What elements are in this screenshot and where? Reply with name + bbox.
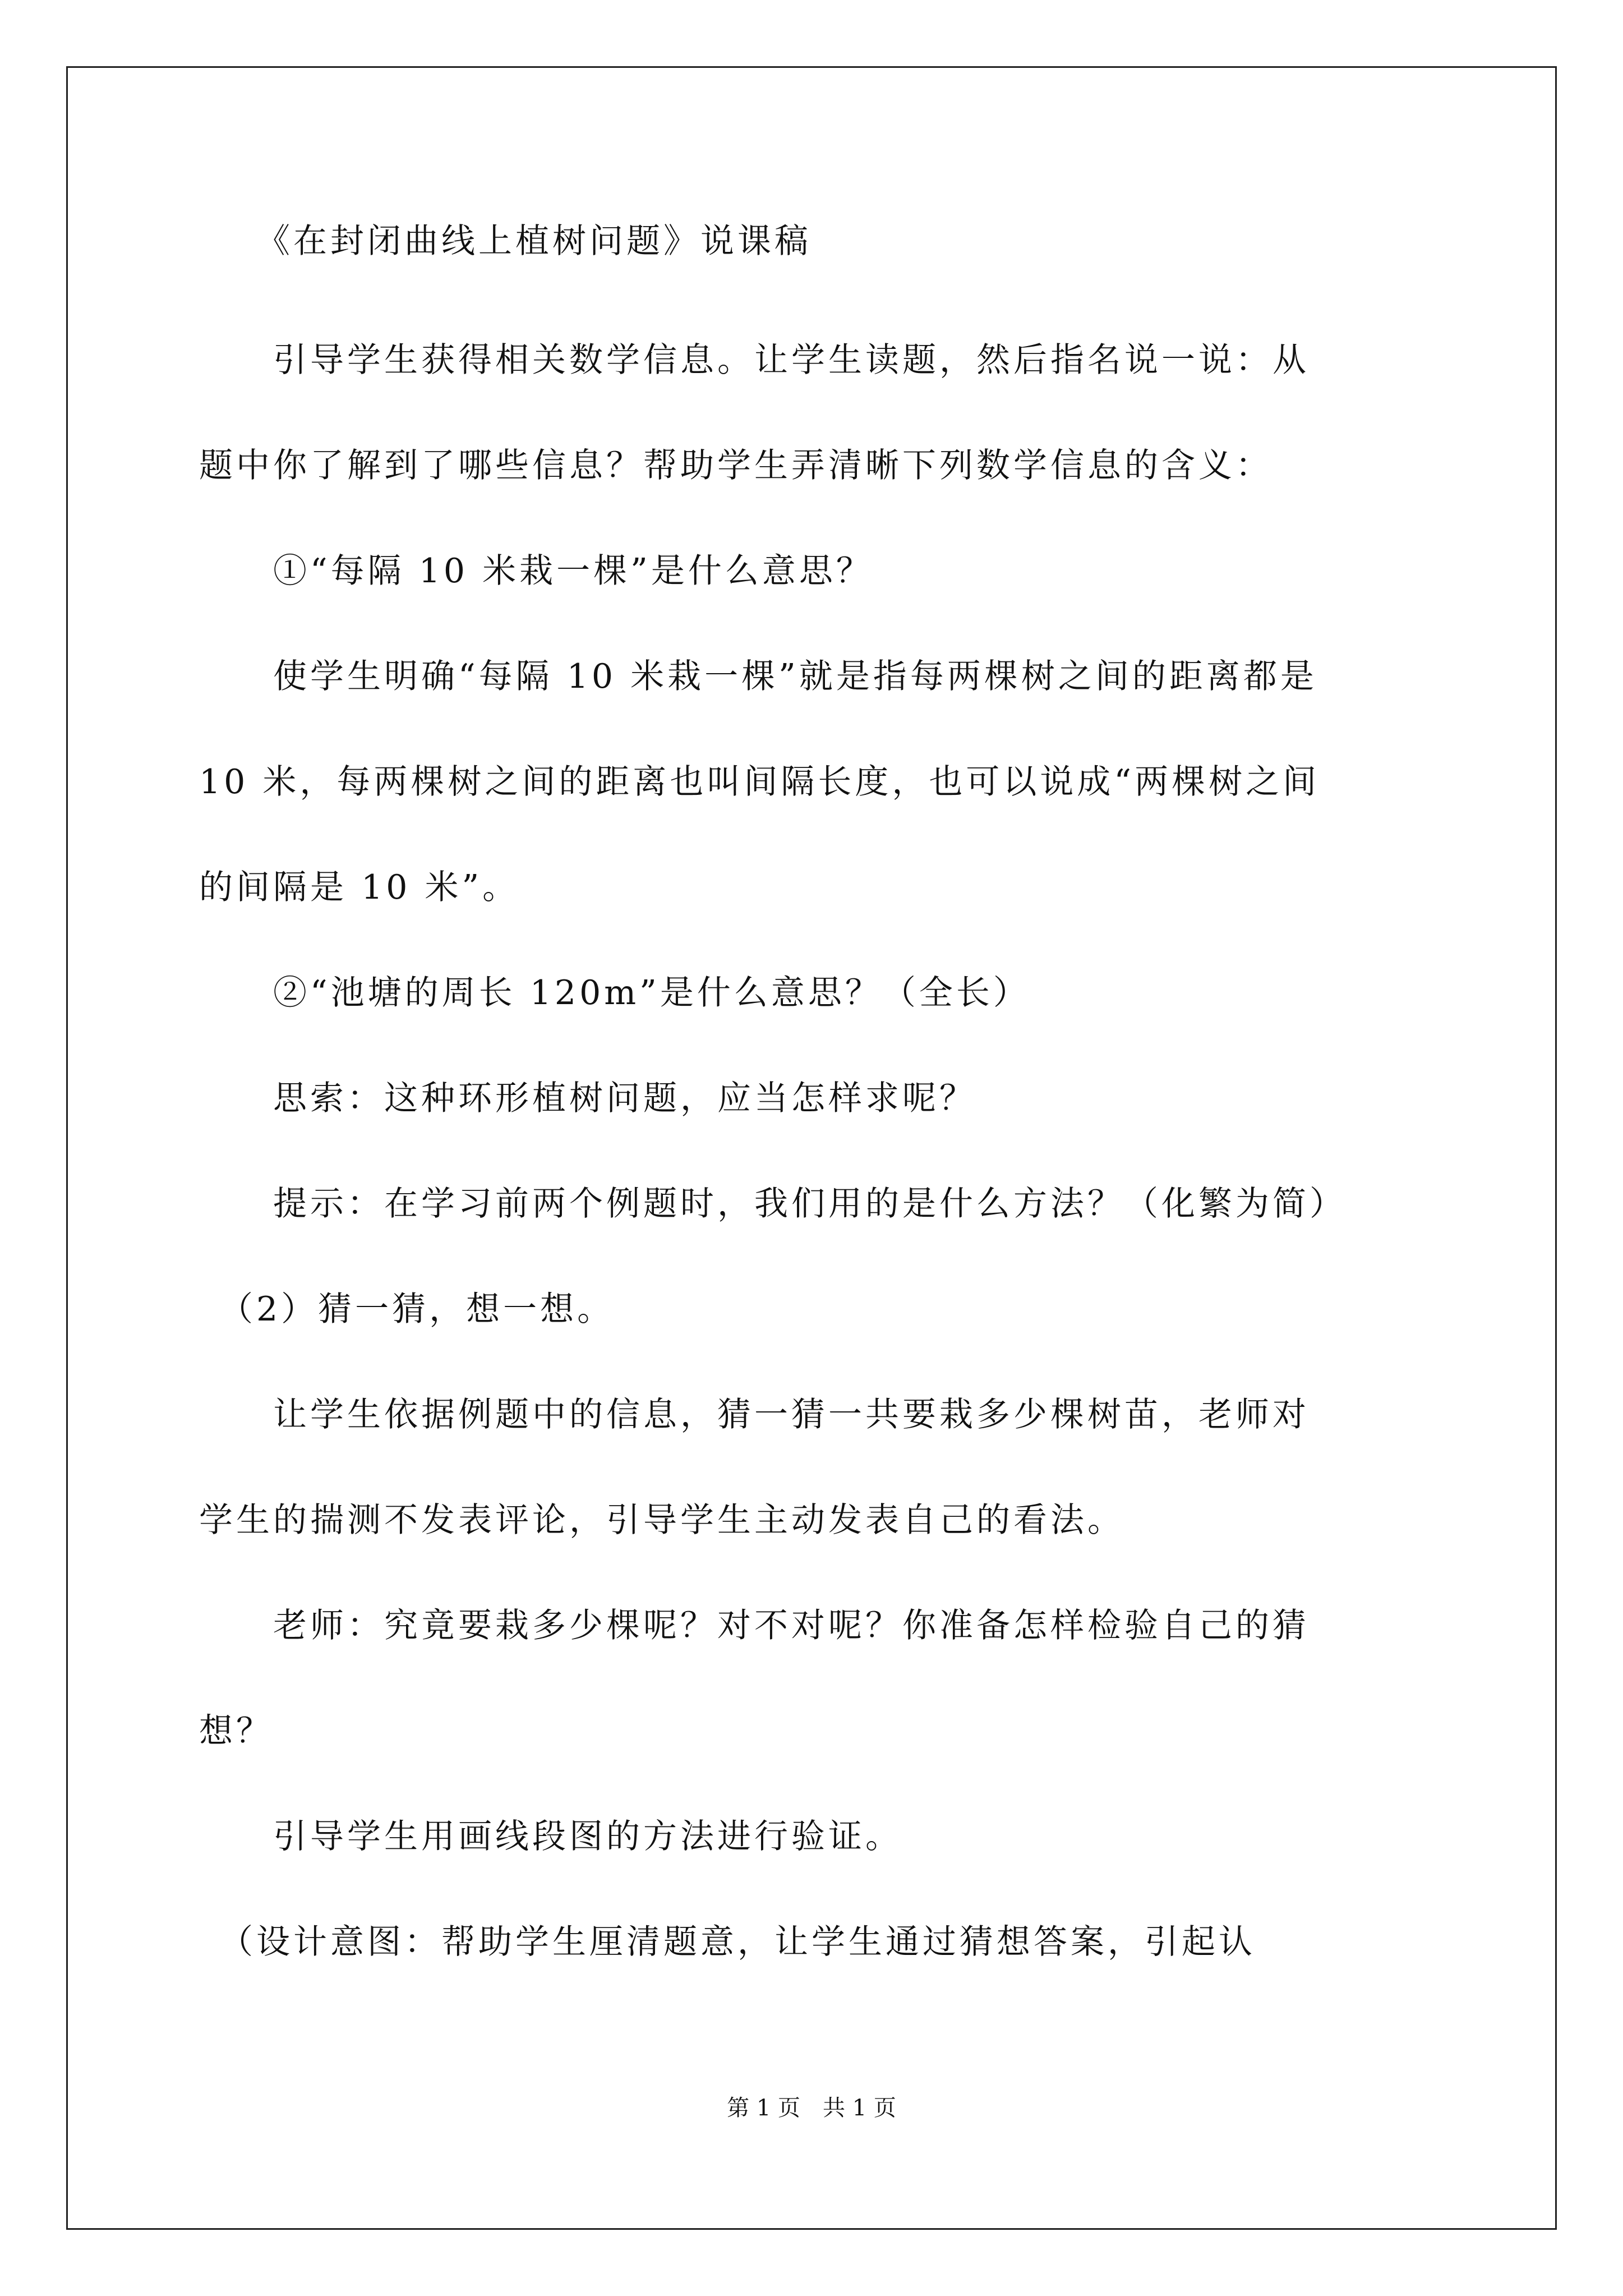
page-border [66, 66, 1557, 2230]
paragraph-line: 引导学生用画线段图的方法进行验证。 [199, 1817, 902, 1856]
paragraph-line: 学生的揣测不发表评论，引导学生主动发表自己的看法。 [199, 1501, 1124, 1540]
paragraph-line: 老师：究竟要栽多少棵呢？对不对呢？你准备怎样检验自己的猜 [199, 1606, 1310, 1645]
paragraph-line: 思索：这种环形植树问题，应当怎样求呢？ [199, 1079, 976, 1118]
paragraph-line: 题中你了解到了哪些信息？帮助学生弄清晰下列数学信息的含义： [199, 446, 1272, 485]
paragraph-line: ②“池塘的周长 120m”是什么意思？（全长） [199, 973, 1030, 1013]
paragraph-line: 让学生依据例题中的信息，猜一猜一共要栽多少棵树苗，老师对 [199, 1395, 1310, 1434]
page-number-footer: 第 1 页 共 1 页 [727, 2095, 896, 2121]
paragraph-line: 使学生明确“每隔 10 米栽一棵”就是指每两棵树之间的距离都是 [199, 657, 1317, 696]
paragraph-line: （设计意图：帮助学生厘清题意，让学生通过猜想答案，引起认 [199, 1922, 1256, 1962]
paragraph-line: （2）猜一猜，想一想。 [199, 1290, 615, 1329]
paragraph-line: 引导学生获得相关数学信息。让学生读题，然后指名说一说：从 [199, 341, 1310, 380]
paragraph-line: 提示：在学习前两个例题时，我们用的是什么方法？（化繁为简） [199, 1184, 1347, 1223]
paragraph-line: ①“每隔 10 米栽一棵”是什么意思？ [199, 551, 873, 591]
paragraph-line: 的间隔是 10 米”。 [199, 868, 520, 907]
paragraph-line: 10 米，每两棵树之间的距离也叫间隔长度，也可以说成“两棵树之间 [199, 762, 1320, 802]
paragraph-line: 想？ [199, 1711, 273, 1751]
document-title: 《在封闭曲线上植树问题》说课稿 [199, 222, 811, 261]
